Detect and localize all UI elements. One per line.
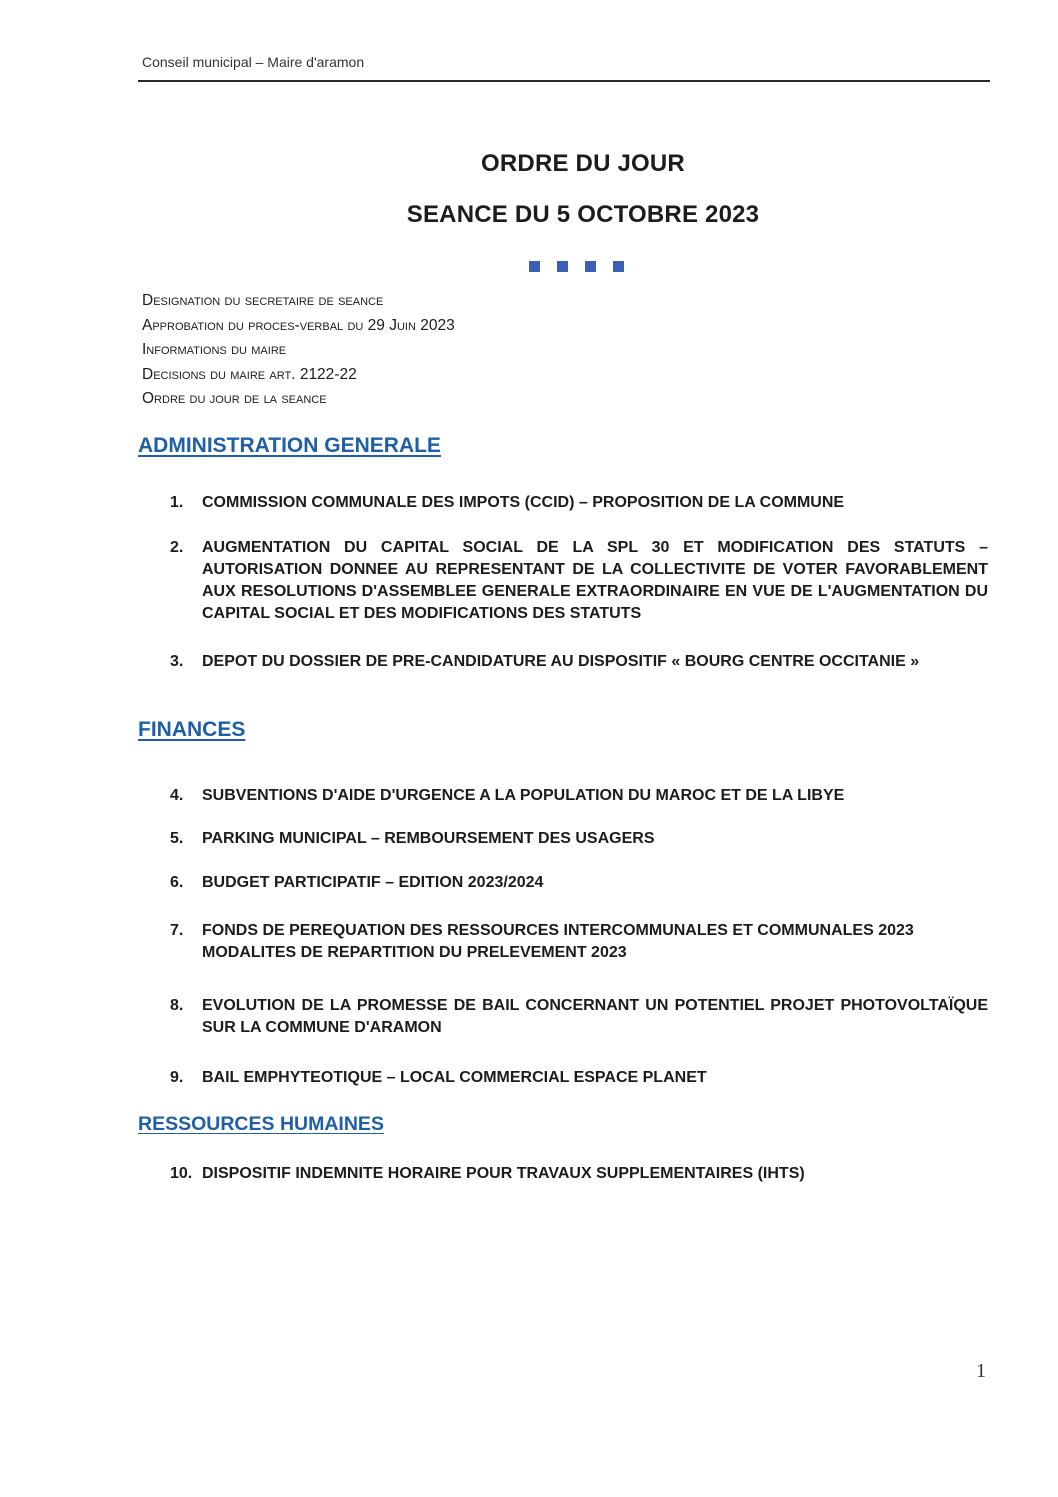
preliminary-item: Decisions du maire art. 2122-22 (142, 365, 357, 383)
agenda-item (170, 995, 988, 1039)
item-number: 9. (170, 1069, 184, 1086)
item-text: EVOLUTION DE LA PROMESSE DE BAIL CONCERNANT UN POTENTIEL PROJET PHOTOVOLTAÏQUE SUR LA COMMUNE D'ARAMON (202, 997, 988, 1036)
ornament-square (557, 261, 568, 272)
agenda-item (170, 920, 920, 964)
item-number: 10. (170, 1165, 193, 1182)
preliminary-item: Approbation du proces-verbal du 29 Juin 2023 (142, 316, 455, 334)
item-number: 8. (170, 997, 184, 1014)
agenda-item (170, 651, 988, 673)
item-number: 1. (170, 494, 184, 511)
preliminary-item: Informations du maire (142, 341, 287, 358)
item-text: COMMISSION COMMUNALE DES IMPOTS (CCID) – PROPOSITION DE LA COMMUNE (202, 494, 845, 511)
agenda-item (170, 872, 988, 894)
item-text: SUBVENTIONS D'AIDE D'URGENCE A LA POPULATION DU MAROC ET DE LA LIBYE (202, 787, 845, 804)
agenda-item (170, 785, 988, 807)
item-number: 2. (170, 539, 184, 556)
item-text: FONDS DE PEREQUATION DES RESSOURCES INTERCOMMUNALES ET COMMUNALES 2023 MODALITES DE REPARTITION DU PRELEVEMENT 2023 (202, 922, 914, 961)
item-number: 5. (170, 830, 184, 847)
session-date-title: SEANCE DU 5 OCTOBRE 2023 (406, 201, 760, 228)
section-heading: FINANCES (138, 718, 246, 741)
agenda-item (170, 828, 988, 850)
preliminary-item: Designation du secretaire de seance (142, 292, 384, 309)
item-text: DISPOSITIF INDEMNITE HORAIRE POUR TRAVAUX SUPPLEMENTAIRES (IHTS) (202, 1165, 805, 1182)
preliminary-items (142, 289, 455, 412)
ornament-square (529, 261, 540, 272)
preliminary-item: Ordre du jour de la seance (142, 390, 327, 407)
ornament-square (613, 261, 624, 272)
item-text: DEPOT DU DOSSIER DE PRE-CANDIDATURE AU DISPOSITIF « BOURG CENTRE OCCITANIE » (202, 653, 920, 670)
agenda-item (170, 537, 988, 625)
section-heading: ADMINISTRATION GENERALE (138, 434, 441, 457)
item-text: AUGMENTATION DU CAPITAL SOCIAL DE LA SPL 30 ET MODIFICATION DES STATUTS – AUTORISATION DONNEE AU REPRESENTANT DE LA COLLECTIVITE DE VOTER FAVORABLEMENT AUX RESOLUTIONS D'ASSEMBLEE GENERALE EXTRAORDINAIRE EN VUE DE L'AUGMENTATION DU CAPITAL SOCIAL ET DES MODIFICATIONS DES STATUTS (202, 539, 988, 622)
item-text: BAIL EMPHYTEOTIQUE – LOCAL COMMERCIAL ESPACE PLANET (202, 1069, 707, 1086)
page-number: 1 (976, 1360, 986, 1382)
header-rule (138, 80, 990, 82)
document-title: ORDRE DU JOUR (481, 150, 685, 177)
title-ornament (529, 261, 624, 272)
item-text: PARKING MUNICIPAL – REMBOURSEMENT DES USAGERS (202, 830, 655, 847)
agenda-item (170, 1067, 988, 1089)
item-number: 7. (170, 922, 184, 939)
section-heading: RESSOURCES HUMAINES (138, 1113, 384, 1135)
item-number: 4. (170, 787, 184, 804)
agenda-item (170, 492, 988, 514)
item-number: 3. (170, 653, 184, 670)
ornament-square (585, 261, 596, 272)
agenda-item (170, 1163, 988, 1185)
item-text: BUDGET PARTICIPATIF – EDITION 2023/2024 (202, 874, 544, 891)
header-text: Conseil municipal – Maire d'aramon (142, 54, 365, 70)
item-number: 6. (170, 874, 184, 891)
